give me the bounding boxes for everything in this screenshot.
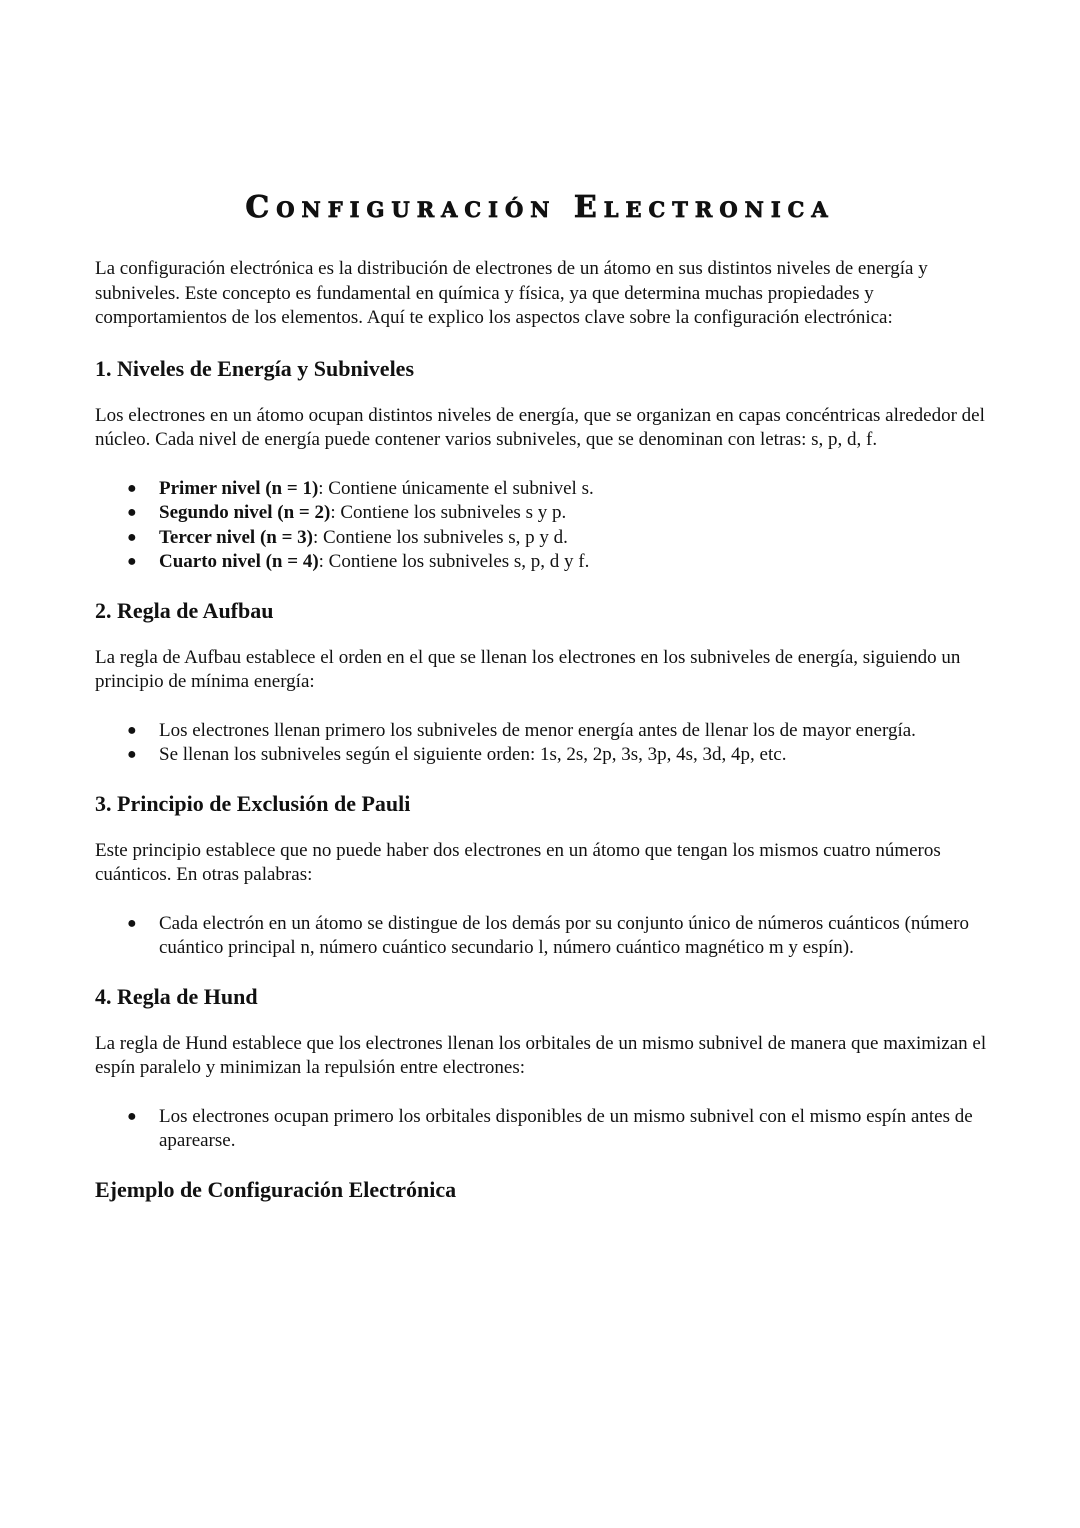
document-title: Configuración Electronica [245, 190, 835, 225]
list-item-bold: Tercer nivel (n = 3) [159, 526, 314, 548]
list-item-text: Cada electrón en un átomo se distingue de los demás por su conjunto único de números cuánticos (número cuántico principal n, número cuántico secundario l, número cuántico magnético m y espín). [159, 912, 969, 958]
section-heading-pauli: 3. Principio de Exclusión de Pauli [95, 790, 411, 816]
list-hund [95, 1105, 995, 1154]
intro-paragraph: La configuración electrónica es la distribución de electrones de un átomo en sus distintos niveles de energía y subniveles. Este concepto es fundamental en química y física, ya que determina muchas propiedades y comportamientos de los elementos. Aquí te explico los aspectos clave sobre la configuración electrónica: [95, 258, 928, 328]
section-paragraph-niveles: Los electrones en un átomo ocupan distintos niveles de energía, que se organizan en capas concéntricas alrededor del núcleo. Cada nivel de energía puede contener varios subniveles, que se denominan con letras: s, p, d, f. [95, 404, 985, 450]
list-item-text: : Contiene los subniveles s, p, d y f. [318, 551, 590, 572]
section-paragraph-pauli: Este principio establece que no puede haber dos electrones en un átomo que tengan los mismos cuatro números cuánticos. En otras palabras: [95, 839, 941, 885]
list-item [95, 1105, 995, 1154]
list-item-text: : Contiene los subniveles s y p. [330, 502, 567, 523]
section-heading-ejemplo: Ejemplo de Configuración Electrónica [95, 1176, 457, 1202]
section-paragraph-aufbau: La regla de Aufbau establece el orden en el que se llenan los electrones en los subniveles de energía, siguiendo un principio de mínima energía: [95, 646, 961, 692]
list-item [95, 501, 995, 526]
list-item-text: Los electrones llenan primero los subniveles de menor energía antes de llenar los de mayor energía. [159, 719, 916, 741]
list-pauli [95, 912, 995, 961]
bullet-icon: ● [127, 553, 137, 570]
list-item [95, 743, 995, 768]
list-item-bold: Cuarto nivel (n = 4) [159, 551, 319, 572]
bullet-icon: ● [127, 1107, 137, 1125]
section-heading-aufbau: 2. Regla de Aufbau [95, 597, 274, 623]
list-niveles [95, 477, 995, 575]
list-item-bold: Segundo nivel (n = 2) [159, 502, 331, 523]
section-paragraph-hund: La regla de Hund establece que los electrones llenan los orbitales de un mismo subnivel de manera que maximizan el espín paralelo y minimizan la repulsión entre electrones: [95, 1032, 987, 1078]
bullet-icon: ● [127, 504, 137, 521]
list-item-bold: Primer nivel (n = 1) [159, 477, 319, 499]
bullet-icon: ● [127, 479, 137, 497]
list-item [95, 526, 995, 551]
bullet-icon: ● [127, 914, 137, 932]
bullet-icon: ● [127, 721, 137, 739]
list-item-text: : Contiene únicamente el subnivel s. [318, 477, 594, 499]
list-item [95, 719, 995, 744]
list-aufbau [95, 719, 995, 768]
list-item-text: Los electrones ocupan primero los orbitales disponibles de un mismo subnivel con el mismo espín antes de aparearse. [159, 1105, 973, 1151]
list-item [95, 477, 995, 502]
document-body [95, 257, 995, 1225]
section-heading-niveles: 1. Niveles de Energía y Subniveles [95, 355, 415, 381]
bullet-icon: ● [127, 746, 137, 763]
list-item-text: Se llenan los subniveles según el siguiente orden: 1s, 2s, 2p, 3s, 3p, 4s, 3d, 4p, etc. [159, 744, 787, 765]
section-heading-hund: 4. Regla de Hund [95, 983, 258, 1009]
list-item [95, 912, 995, 961]
bullet-icon: ● [127, 528, 137, 546]
list-item-text: : Contiene los subniveles s, p y d. [313, 526, 568, 548]
list-item [95, 550, 995, 575]
